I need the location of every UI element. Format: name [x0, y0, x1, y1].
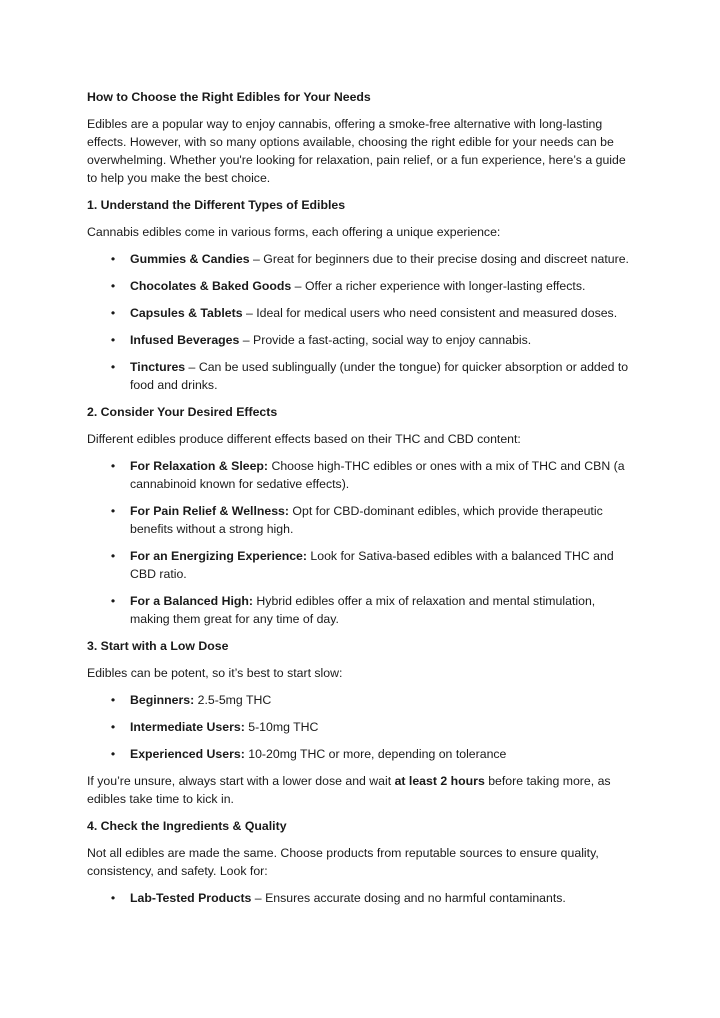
bullet-icon: • [110, 459, 116, 473]
item-term: For a Balanced High: [130, 594, 253, 608]
bullet-icon: • [110, 252, 116, 266]
list-item [87, 277, 638, 295]
bullet-icon: • [110, 594, 116, 608]
section-1-intro: Cannabis edibles come in various forms, each offering a unique experience: [87, 225, 501, 239]
bullet-icon: • [110, 549, 116, 563]
item-description: – Ideal for medical users who need consistent and measured doses. [242, 306, 618, 320]
list-item [87, 304, 638, 322]
item-description: 10-20mg THC or more, depending on tolerance [244, 747, 507, 761]
item-description: Opt for CBD-dominant edibles, which provide therapeutic benefits without a strong high. [130, 504, 603, 536]
item-term: Gummies & Candies [130, 252, 250, 266]
item-term: Tinctures [130, 360, 186, 374]
section-1-list [87, 250, 638, 394]
document-title: How to Choose the Right Edibles for Your Needs [87, 90, 371, 104]
item-description: – Provide a fast-acting, social way to enjoy cannabis. [239, 333, 532, 347]
outro-text-after: before taking more, as edibles take time to kick in. [87, 774, 611, 806]
list-item [87, 547, 638, 583]
bullet-icon: • [110, 891, 116, 905]
item-description: 2.5-5mg THC [194, 693, 272, 707]
list-item [87, 718, 638, 736]
section-3-intro: Edibles can be potent, so it’s best to start slow: [87, 666, 343, 680]
bullet-icon: • [110, 693, 116, 707]
section-4-list [87, 889, 638, 907]
intro-paragraph: Edibles are a popular way to enjoy cannabis, offering a smoke-free alternative with long-lasting effects. However, with so many options available, choosing the right edible for your needs can be overwhelming. Whether you're looking for relaxation, pain relief, or a fun experience, here’s a guide to help you make the best choice. [87, 117, 626, 185]
item-description: 5-10mg THC [244, 720, 319, 734]
bullet-icon: • [110, 279, 116, 293]
list-item [87, 457, 638, 493]
item-term: Infused Beverages [130, 333, 240, 347]
bullet-icon: • [110, 333, 116, 347]
list-item [87, 889, 638, 907]
outro-emphasis: at least 2 hours [394, 774, 485, 788]
bullet-icon: • [110, 720, 116, 734]
item-description: – Ensures accurate dosing and no harmful contaminants. [251, 891, 566, 905]
item-term: Capsules & Tablets [130, 306, 243, 320]
section-1-heading: 1. Understand the Different Types of Edibles [87, 198, 346, 212]
item-term: Experienced Users: [130, 747, 245, 761]
section-2-heading: 2. Consider Your Desired Effects [87, 405, 278, 419]
section-3-heading: 3. Start with a Low Dose [87, 639, 229, 653]
item-description: Look for Sativa-based edibles with a balanced THC and CBD ratio. [130, 549, 614, 581]
list-item [87, 331, 638, 349]
bullet-icon: • [110, 360, 116, 374]
list-item [87, 250, 638, 268]
section-2-intro: Different edibles produce different effects based on their THC and CBD content: [87, 432, 521, 446]
item-description: Hybrid edibles offer a mix of relaxation and mental stimulation, making them great for any time of day. [130, 594, 596, 626]
list-item [87, 691, 638, 709]
item-description: – Offer a richer experience with longer-lasting effects. [291, 279, 586, 293]
item-description: – Great for beginners due to their precise dosing and discreet nature. [249, 252, 629, 266]
item-description: – Can be used sublingually (under the tongue) for quicker absorption or added to food and drinks. [130, 360, 629, 392]
section-2-list [87, 457, 638, 628]
list-item [87, 745, 638, 763]
list-item [87, 592, 638, 628]
item-term: For Pain Relief & Wellness: [130, 504, 289, 518]
item-term: Intermediate Users: [130, 720, 245, 734]
item-description: Choose high-THC edibles or ones with a mix of THC and CBN (a cannabinoid known for sedative effects). [130, 459, 625, 491]
section-4-intro: Not all edibles are made the same. Choose products from reputable sources to ensure quality, consistency, and safety. Look for: [87, 846, 599, 878]
section-3-outro [87, 772, 638, 808]
list-item [87, 502, 638, 538]
item-term: Chocolates & Baked Goods [130, 279, 292, 293]
item-term: Beginners: [130, 693, 195, 707]
bullet-icon: • [110, 306, 116, 320]
bullet-icon: • [110, 504, 116, 518]
bullet-icon: • [110, 747, 116, 761]
item-term: For Relaxation & Sleep: [130, 459, 269, 473]
outro-text-before: If you’re unsure, always start with a lower dose and wait [87, 774, 395, 788]
section-3-list [87, 691, 638, 763]
list-item [87, 358, 638, 394]
item-term: For an Energizing Experience: [130, 549, 307, 563]
item-term: Lab-Tested Products [130, 891, 252, 905]
section-4-heading: 4. Check the Ingredients & Quality [87, 819, 287, 833]
